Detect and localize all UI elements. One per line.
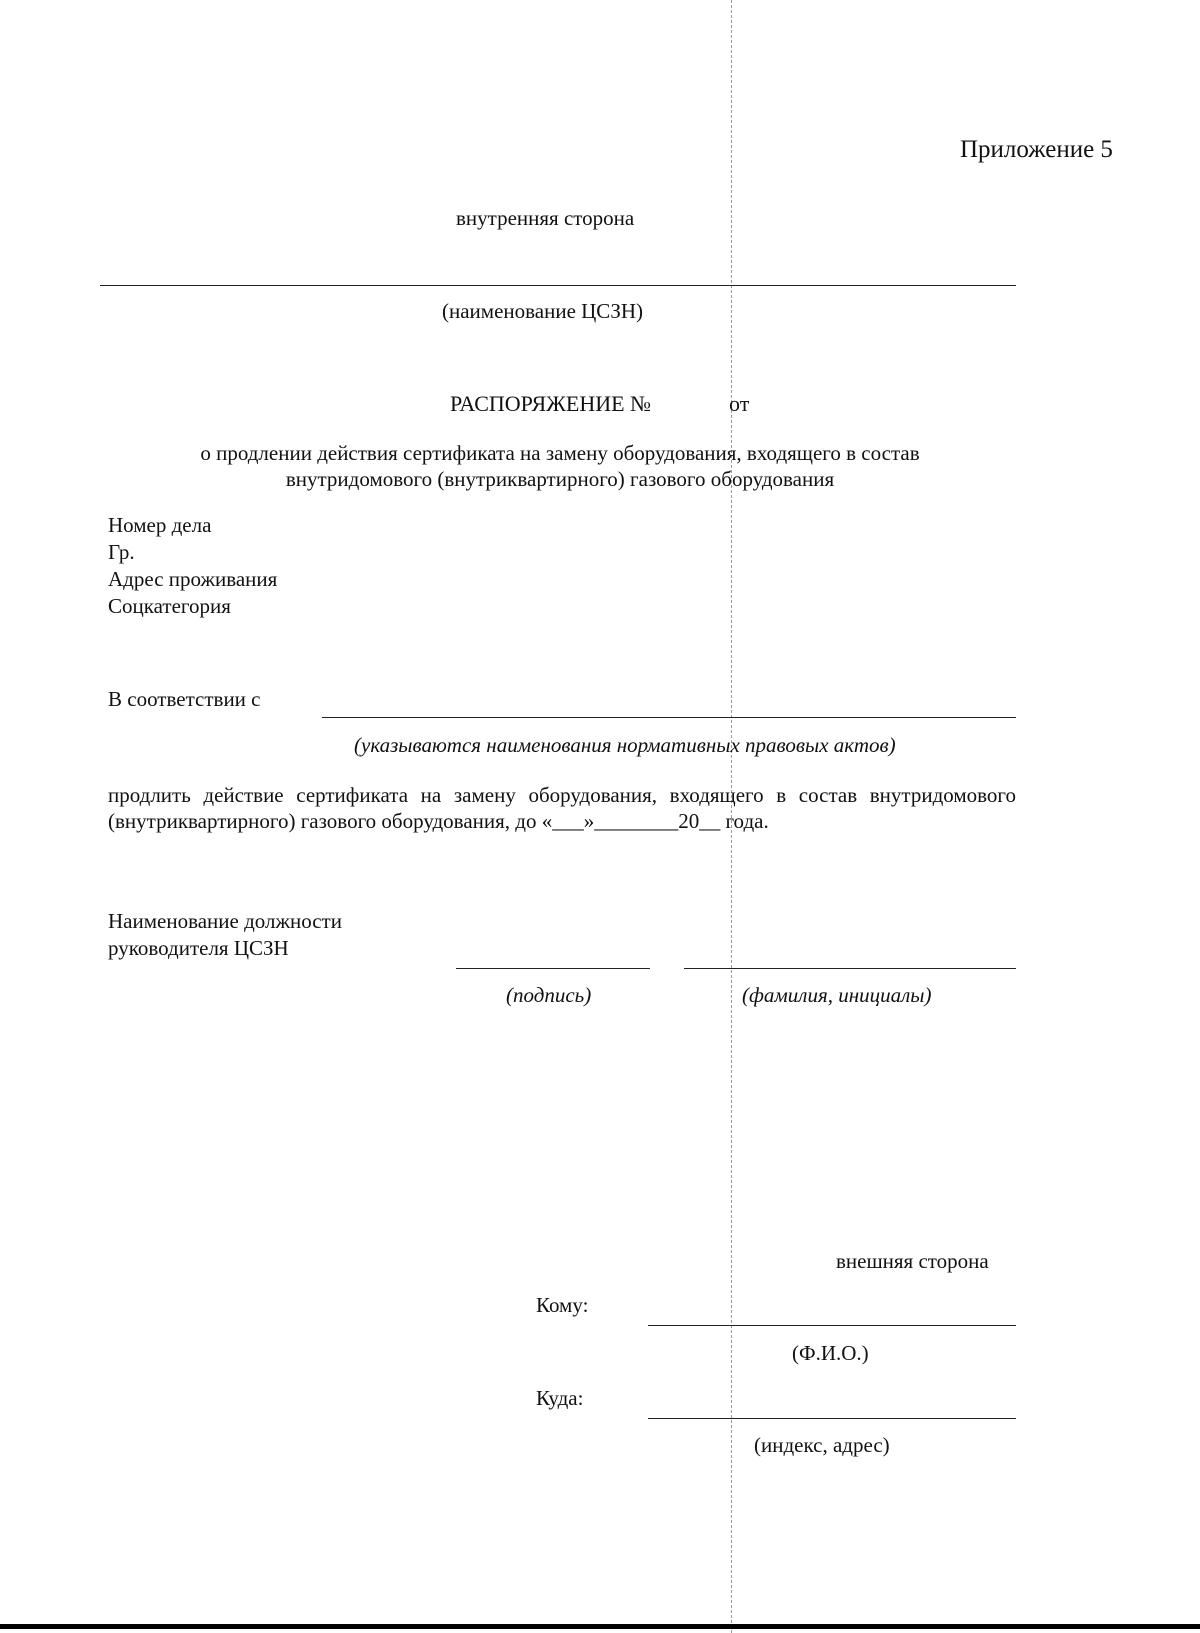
outer-side-label: внешняя сторона — [836, 1249, 989, 1273]
order-title-from: от — [729, 391, 750, 416]
social-category-label: Соцкатегория — [108, 594, 231, 618]
citizen-label: Гр. — [108, 540, 135, 564]
basis-caption: (указываются наименования нормативных правовых актов) — [354, 733, 896, 757]
day-blank: ___ — [552, 809, 584, 834]
appendix-label: Приложение 5 — [960, 136, 1113, 163]
to-line — [648, 1325, 1016, 1326]
decision-text — [108, 782, 1016, 835]
to-label: Кому: — [536, 1293, 589, 1317]
decision-main: продлить действие сертификата на замену оборудования, входящего в состав внутридомового (внутриквартирного) газового оборудования, — [108, 783, 1016, 834]
inner-side-label: внутренняя сторона — [456, 206, 635, 230]
month-blank: ________ — [594, 809, 679, 834]
year-prefix: 20 — [678, 809, 700, 834]
year-blank: __ — [699, 809, 721, 834]
order-title-prefix: РАСПОРЯЖЕНИЕ № — [450, 391, 652, 416]
address-label: Адрес проживания — [108, 567, 278, 591]
name-caption: (фамилия, инициалы) — [742, 983, 932, 1007]
signature-line — [456, 968, 650, 969]
where-label: Куда: — [536, 1386, 584, 1410]
org-name-line — [100, 285, 1016, 286]
where-line — [648, 1418, 1016, 1419]
order-title — [450, 390, 749, 418]
fio-caption: (Ф.И.О.) — [792, 1341, 869, 1365]
date-mid: » — [583, 809, 595, 834]
position-line1: Наименование должности — [108, 909, 342, 933]
signature-caption: (подпись) — [506, 983, 592, 1007]
name-line — [684, 968, 1016, 969]
case-number-label: Номер дела — [108, 513, 212, 537]
basis-line — [322, 717, 1016, 718]
date-prefix: до « — [515, 809, 553, 834]
position-line2: руководителя ЦСЗН — [108, 936, 289, 960]
org-name-caption: (наименование ЦСЗН) — [442, 299, 643, 323]
order-subject-line2: внутридомового (внутриквартирного) газового оборудования — [285, 467, 835, 491]
date-suffix: года. — [725, 809, 769, 834]
address-caption: (индекс, адрес) — [754, 1433, 890, 1457]
page-bottom-edge — [0, 1624, 1200, 1629]
basis-label: В соответствии с — [108, 687, 261, 711]
order-subject-line1: о продлении действия сертификата на замену оборудования, входящего в состав — [200, 441, 920, 465]
